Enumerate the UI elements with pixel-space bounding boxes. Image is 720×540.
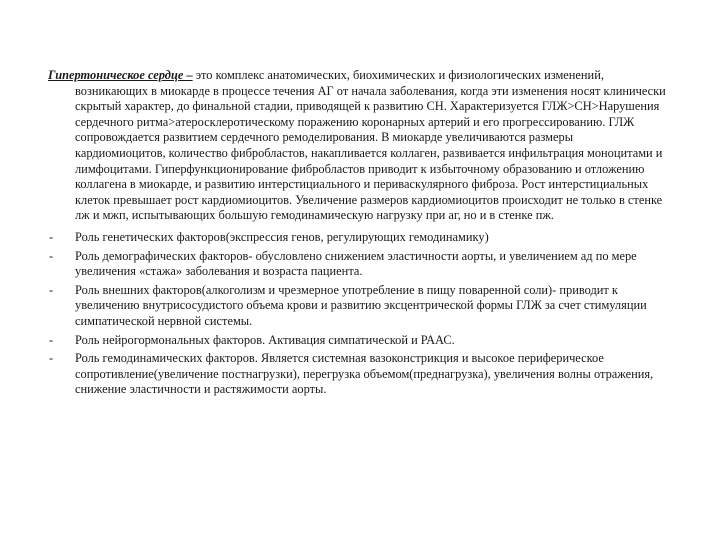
text-content [48,68,666,401]
bullet-marker: - [49,282,54,297]
list-item [48,283,666,330]
definition-term: Гипертоническое сердце – [48,68,193,82]
list-item-text: Роль внешних факторов(алкоголизм и чрезмерное употребление в пищу поваренной соли)- приводит к увеличению внутрисосудистого объема крови и развитию эксцентрической формы ГЛЖ за счет стимуляции симпатической нервной системы. [75,282,647,328]
list-item-text: Роль гемодинамических факторов. Является системная вазоконстрикция и высокое периферическое сопротивление(увеличение постнагрузки), перегрузка объемом(преднагрузка), увеличения волны отражения, снижение эластичности и растяжимости аорты. [75,351,654,397]
list-item-text: Роль демографических факторов- обусловлено снижением эластичности аорты, и увеличением ад по мере увеличения «стажа» заболевания и возраста пациента. [75,248,637,279]
list-item-text: Роль генетических факторов(экспрессия генов, регулирующих гемодинамику) [75,229,489,244]
bullet-marker: - [49,248,54,263]
bullet-marker: - [49,332,54,347]
bullet-marker: - [49,229,54,244]
list-item-text: Роль нейрогормональных факторов. Активация симпатической и РААС. [75,332,455,347]
list-item [48,333,666,349]
definition-paragraph [48,68,666,224]
list-item [48,351,666,398]
list-item [48,230,666,246]
bullet-marker: - [49,351,54,366]
definition-text: это комплекс анатомических, биохимических и физиологических изменений, возникающих в миокарде в процессе течения АГ от начала заболевания, когда эти изменения носят клинически скрытый характер, до финальной стадии, приводящей к развитию СН. Характеризуется ГЛЖ˃СН˃Нарушения сердечного ритма˃атеросклеротическому поражению коронарных артерий и его прогрессированию. ГЛЖ сопровождается развитием сердечного ремоделирования. В миокарде увеличиваются размеры кардиомиоцитов, количество фибробластов, накапливается коллаген, развивается инфильтрация моноцитами и лимфоцитами. Гиперфункционирование фибробластов приводит к избыточному образованию и отложению коллагена в миокарде, и развитию интерстициального и периваскулярного фиброза. Рост интерстициальных клеток превышает рост кардиомиоцитов. Увеличение размеров кардиомиоцитов происходит не только в стенке лж и мжп, испытывающих большую гемодинамическую нагрузку при аг, но и в стенке пж. [75,68,666,223]
factor-list [48,230,666,398]
list-item [48,249,666,280]
